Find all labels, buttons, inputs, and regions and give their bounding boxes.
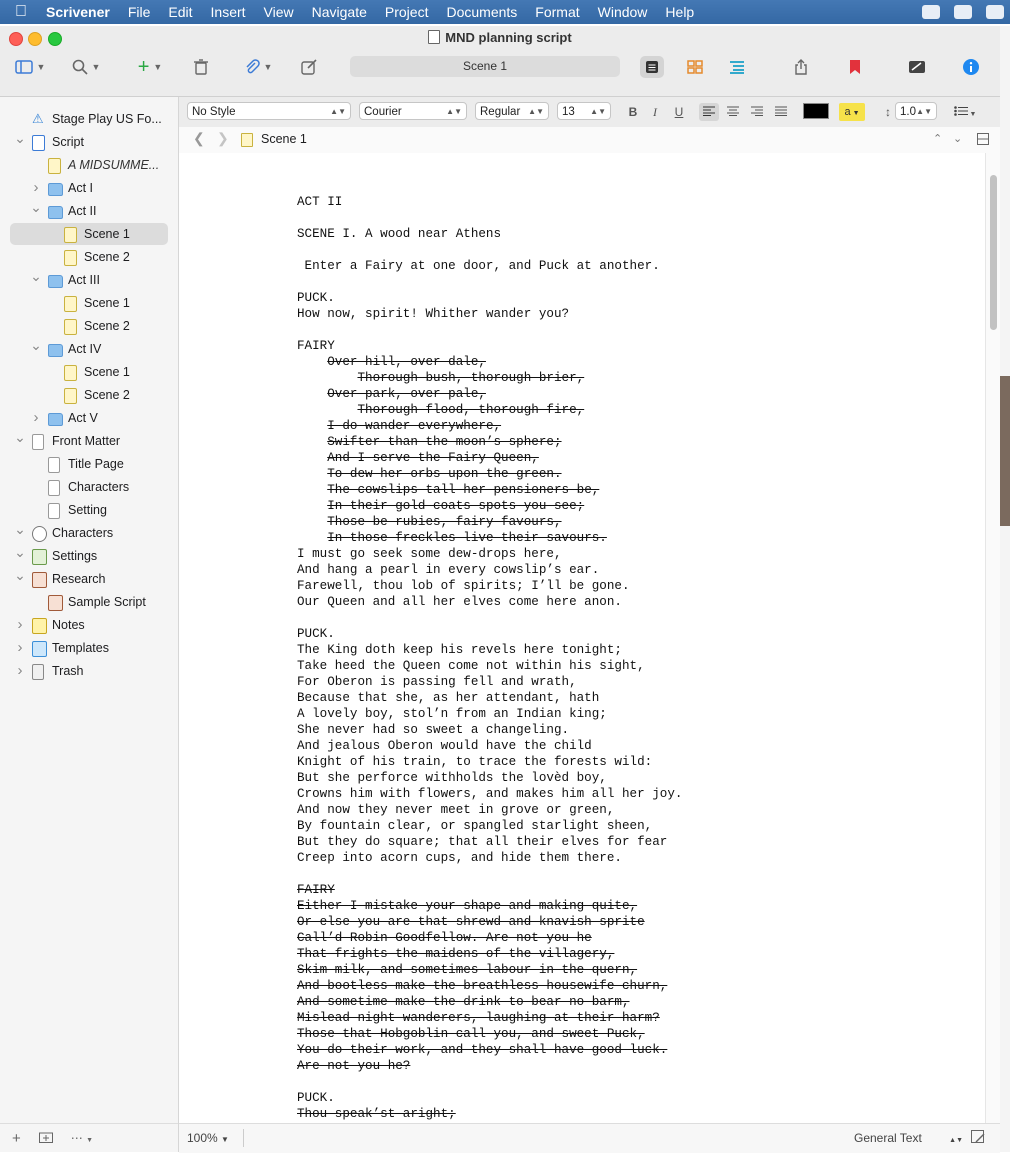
background-window-image	[1000, 376, 1010, 526]
menu-insert[interactable]: Insert	[210, 4, 246, 20]
page-icon	[48, 480, 60, 496]
share-icon	[794, 59, 808, 75]
binder-item[interactable]	[10, 499, 168, 521]
script-line	[297, 930, 682, 946]
binder-item[interactable]	[10, 476, 168, 498]
struck-text: Those be rubies, fairy favours,	[327, 515, 562, 529]
struck-text: Swifter than the moon’s sphere;	[327, 435, 562, 449]
binder-item-label: A MIDSUMME...	[68, 158, 160, 172]
script-line: But she perforce withholds the lovèd boy,	[297, 771, 607, 785]
chevron-updown-icon: ▲▼	[446, 107, 462, 116]
research-icon	[32, 572, 47, 588]
struck-text: Thou speak’st aright;	[297, 1107, 456, 1121]
binder-item[interactable]	[10, 545, 168, 567]
disclosure-open-icon[interactable]: ⌄	[14, 567, 26, 583]
binder-item-label: Trash	[52, 664, 84, 678]
binder-item-label: Templates	[52, 641, 109, 655]
align-center-icon	[727, 106, 739, 116]
binder-sidebar	[0, 97, 179, 1152]
chevron-updown-icon: ▲▼	[916, 107, 932, 116]
previous-document-icon[interactable]: ⌃	[933, 133, 943, 145]
chevron-down-icon: ▼	[967, 111, 977, 118]
font-weight-value: Regular	[480, 106, 521, 118]
menu-view[interactable]: View	[263, 4, 294, 20]
binder-item[interactable]	[10, 269, 168, 291]
script-line	[297, 402, 682, 418]
script-line: Because that she, as her attendant, hath	[297, 691, 600, 705]
scene-icon	[64, 319, 77, 335]
font-weight-select[interactable]	[475, 102, 549, 120]
binder-item-label: Characters	[68, 480, 130, 494]
binder-item-label: Scene 1	[84, 296, 130, 310]
background-window-edge	[1000, 26, 1010, 1152]
script-line: Our Queen and all her elves come here anon.	[297, 595, 622, 609]
scene-icon	[64, 250, 77, 266]
binder-item[interactable]	[10, 568, 168, 590]
zoom-value: 100%	[187, 1131, 218, 1145]
bookmarks-button[interactable]	[844, 56, 866, 78]
script-line	[297, 914, 682, 930]
script-icon	[32, 135, 45, 151]
menu-extras	[922, 0, 1010, 24]
binder-item-label: Scene 2	[84, 250, 130, 264]
struck-text: Mislead night-wanderers, laughing at their harm?	[297, 1011, 660, 1025]
script-line	[297, 274, 682, 290]
disclosure-open-icon[interactable]: ⌄	[30, 199, 42, 215]
script-text[interactable]	[297, 194, 682, 1154]
single-document-view-button[interactable]	[640, 56, 664, 78]
script-line	[297, 370, 682, 386]
binder-item-label: Scene 1	[84, 227, 130, 241]
struck-text: And bootless make the breathless housewife churn,	[297, 979, 668, 993]
disclosure-open-icon[interactable]: ⌄	[14, 429, 26, 445]
disclosure-open-icon[interactable]: ⌄	[14, 544, 26, 560]
struck-text: FAIRY	[297, 883, 335, 897]
script-line: And jealous Oberon would have the child	[297, 739, 592, 753]
struck-text: In their gold coats spots you see;	[327, 499, 585, 513]
editor-header-title[interactable]: Scene 1	[261, 132, 307, 146]
characters-icon	[32, 526, 47, 542]
font-size-value: 13	[562, 106, 575, 118]
quick-reference-button[interactable]	[298, 56, 320, 78]
outline-icon	[729, 60, 745, 74]
editor-header	[179, 127, 1000, 154]
script-line	[297, 482, 682, 498]
trash-icon	[32, 664, 44, 680]
chevron-updown-icon: ▲▼	[528, 107, 544, 116]
binder-item-label: Act I	[68, 181, 94, 195]
menu-project[interactable]: Project	[384, 4, 429, 20]
text-color-swatch	[803, 103, 829, 119]
folder-icon	[48, 206, 63, 219]
sidebar-icon	[15, 60, 33, 74]
script-line: Enter a Fairy at one door, and Puck at another.	[297, 259, 660, 273]
struck-text: Call’d Robin Goodfellow. Are not you he	[297, 931, 592, 945]
line-spacing-value: 1.0	[900, 106, 916, 118]
underline-icon: U	[674, 105, 684, 119]
forward-arrow-icon[interactable]: ❯	[217, 130, 229, 146]
page-icon	[48, 457, 60, 473]
chevron-down-icon: ▼	[850, 110, 860, 117]
folder-icon	[48, 183, 63, 196]
script-line	[297, 434, 682, 450]
script-line	[297, 962, 682, 978]
menu-navigate[interactable]: Navigate	[311, 4, 367, 20]
script-line: The King doth keep his revels here tonight;	[297, 643, 622, 657]
struck-text: That frights the maidens of the villagery,	[297, 947, 615, 961]
struck-text: Are not you he?	[297, 1059, 411, 1073]
menu-window[interactable]: Window	[597, 4, 648, 20]
composition-mode-button[interactable]	[906, 56, 928, 78]
window-title-text: MND planning script	[445, 30, 572, 45]
binder-item-label: Scene 1	[84, 365, 130, 379]
struck-text: Those that Hobgoblin call you, and sweet Puck,	[297, 1027, 645, 1041]
align-left-button[interactable]	[699, 103, 719, 121]
script-line	[297, 978, 682, 994]
disclosure-closed-icon[interactable]: ›	[17, 662, 23, 679]
binder-item[interactable]	[10, 660, 168, 682]
binder-item[interactable]	[10, 591, 168, 613]
apple-menu-icon[interactable]	[0, 3, 42, 21]
script-line	[297, 1010, 682, 1026]
menu-bar	[0, 0, 1010, 24]
binder-item-label: Act III	[68, 273, 100, 287]
folder-icon	[48, 275, 63, 288]
disclosure-closed-icon[interactable]: ›	[17, 616, 23, 633]
script-line	[297, 386, 682, 402]
chevron-updown-icon: ▲▼	[330, 107, 346, 116]
scrollbar-thumb[interactable]	[990, 175, 997, 330]
binder-item[interactable]	[10, 384, 168, 406]
script-line	[297, 354, 682, 370]
drive-status-icon[interactable]	[922, 5, 940, 19]
script-line: By fountain clear, or spangled starlight sheen,	[297, 819, 653, 833]
script-line	[297, 1058, 682, 1074]
chevron-down-icon: ▼	[263, 62, 273, 72]
delete-button[interactable]	[190, 56, 212, 78]
binder-item[interactable]	[10, 223, 168, 245]
binder-item-label: Title Page	[68, 457, 124, 471]
next-document-icon[interactable]: ⌄	[953, 133, 963, 145]
binder-item-label: Notes	[52, 618, 85, 632]
script-line	[297, 1042, 682, 1058]
plus-icon: +	[137, 55, 150, 78]
binder-item[interactable]	[10, 200, 168, 222]
view-mode-button[interactable]	[12, 56, 48, 78]
script-line	[297, 1026, 682, 1042]
script-line: PUCK.	[297, 627, 335, 641]
settings-icon	[32, 549, 47, 565]
corkboard-view-button[interactable]	[684, 56, 706, 78]
struck-text: I do wander everywhere,	[327, 419, 502, 433]
binder-item-label: Act II	[68, 204, 97, 218]
italic-button[interactable]	[647, 103, 663, 121]
disclosure-closed-icon[interactable]: ›	[33, 179, 39, 196]
binder-item-label: Act IV	[68, 342, 102, 356]
struck-text: And sometime make the drink to bear no barm,	[297, 995, 630, 1009]
script-line: PUCK.	[297, 291, 335, 305]
script-line: A lovely boy, stol’n from an Indian king;	[297, 707, 607, 721]
justify-icon	[775, 106, 787, 116]
script-line	[297, 994, 682, 1010]
document-view-icon	[645, 60, 659, 74]
underline-button[interactable]	[671, 103, 687, 121]
binder-item-label: Stage Play US Fo...	[52, 112, 162, 126]
editor-footer	[179, 1123, 1000, 1153]
struck-text: Thorough bush, thorough brier,	[357, 371, 585, 385]
struck-text: Over park, over pale,	[327, 387, 486, 401]
script-line	[297, 450, 682, 466]
attachment-button[interactable]	[240, 56, 276, 78]
binder-item[interactable]	[10, 131, 168, 153]
bold-button[interactable]	[625, 103, 641, 121]
script-line: Creep into acorn cups, and hide them there.	[297, 851, 622, 865]
chevron-down-icon: ▼	[36, 62, 46, 72]
text-type-select[interactable]	[854, 1131, 963, 1145]
cloud-status-icon[interactable]	[954, 5, 972, 19]
script-line: Knight of his train, to trace the forests wild:	[297, 755, 653, 769]
struck-text: In those freckles live their savours.	[327, 531, 607, 545]
align-right-icon	[751, 106, 763, 116]
struck-text: The cowslips tall her pensioners be,	[327, 483, 600, 497]
composition-mode-icon	[908, 60, 926, 74]
chevron-down-icon: ▼	[221, 1135, 229, 1144]
text-type-value: General Text	[854, 1131, 922, 1145]
research-icon	[48, 595, 63, 611]
struck-text: And I serve the Fairy Queen,	[327, 451, 539, 465]
app-window	[0, 26, 1000, 1152]
back-arrow-icon[interactable]: ❮	[193, 130, 205, 146]
scene-icon	[241, 133, 253, 147]
page-icon	[32, 434, 44, 450]
trash-icon	[194, 59, 208, 75]
align-right-button[interactable]	[747, 103, 767, 121]
script-line: And now they never meet in grove or green,	[297, 803, 615, 817]
script-line	[297, 946, 682, 962]
document-title-field[interactable]: Scene 1	[350, 56, 620, 77]
footer-divider	[243, 1129, 244, 1147]
add-folder-icon[interactable]	[39, 1130, 53, 1147]
style-select-value: No Style	[192, 106, 236, 118]
binder-item-label: Settings	[52, 549, 98, 563]
binder-item-label: Characters	[52, 526, 114, 540]
chevron-updown-icon: ▲▼	[590, 107, 606, 116]
script-line: PUCK.	[297, 1091, 335, 1105]
binder-item-label: Front Matter	[52, 434, 121, 448]
folder-icon	[48, 413, 63, 426]
paperclip-icon	[244, 59, 260, 75]
struck-text: Either I mistake your shape and making quite,	[297, 899, 638, 913]
justify-button[interactable]	[771, 103, 791, 121]
binder-item[interactable]	[10, 292, 168, 314]
chevron-updown-icon: ▲▼	[949, 1137, 964, 1144]
disclosure-open-icon[interactable]: ⌄	[14, 130, 26, 146]
menu-help[interactable]: Help	[665, 4, 695, 20]
scene-icon	[64, 296, 77, 312]
editor-scrollbar[interactable]	[985, 153, 1001, 1123]
script-line	[297, 466, 682, 482]
binder-item-label: Scene 2	[84, 388, 130, 402]
search-button[interactable]	[68, 56, 104, 78]
font-size-select[interactable]	[557, 102, 611, 120]
binder-footer	[0, 1123, 178, 1152]
binder-item-label: Script	[52, 135, 84, 149]
notes-icon	[32, 618, 47, 634]
binder-item[interactable]	[10, 453, 168, 475]
binder-item[interactable]	[10, 338, 168, 360]
binder-item[interactable]	[10, 407, 168, 429]
chevron-down-icon: ▼	[153, 62, 163, 72]
binder-item-label: Scene 2	[84, 319, 130, 333]
inspector-button[interactable]	[960, 56, 982, 78]
split-editor-icon[interactable]	[977, 132, 989, 148]
struck-text: Over hill, over dale,	[327, 355, 486, 369]
script-line: ACT II	[297, 195, 343, 209]
highlight-label: a	[844, 106, 851, 118]
binder-item-label: Sample Script	[68, 595, 146, 609]
line-spacing-select[interactable]	[895, 102, 937, 120]
window-title	[0, 30, 1000, 45]
share-button[interactable]	[790, 56, 812, 78]
script-format-icon[interactable]	[971, 1130, 985, 1147]
info-icon	[962, 58, 980, 76]
script-line: Farewell, thou lob of spirits; I’ll be gone.	[297, 579, 630, 593]
script-line	[297, 498, 682, 514]
script-line: SCENE I. A wood near Athens	[297, 227, 502, 241]
compose-icon	[301, 59, 317, 75]
script-line: And hang a pearl in every cowslip’s ear.	[297, 563, 600, 577]
binder-item-label: Research	[52, 572, 106, 586]
script-line	[297, 242, 682, 258]
disclosure-open-icon[interactable]: ⌄	[30, 337, 42, 353]
menu-format[interactable]: Format	[535, 4, 580, 20]
script-line	[297, 322, 682, 338]
menu-file[interactable]: File	[127, 4, 151, 20]
font-family-value: Courier	[364, 106, 402, 118]
script-line: For Oberon is passing fell and wrath,	[297, 675, 577, 689]
scene-icon	[64, 388, 77, 404]
binder-item[interactable]	[10, 361, 168, 383]
script-line: But they do square; that all their elves for fear	[297, 835, 668, 849]
disclosure-open-icon[interactable]: ⌄	[30, 268, 42, 284]
struck-text: You do their work, and they shall have good luck.	[297, 1043, 668, 1057]
binder-item[interactable]	[10, 154, 168, 176]
list-style-button[interactable]	[949, 103, 981, 121]
struck-text: Skim milk, and sometimes labour in the quern,	[297, 963, 638, 977]
menu-app[interactable]: Scrivener	[46, 4, 110, 20]
font-family-select[interactable]	[359, 102, 467, 120]
align-center-button[interactable]	[723, 103, 743, 121]
script-line	[297, 1106, 682, 1122]
zoom-select[interactable]	[187, 1131, 229, 1145]
script-editor[interactable]	[179, 153, 985, 1123]
binder-item[interactable]	[10, 108, 168, 130]
script-line	[297, 1074, 682, 1090]
outliner-view-button[interactable]	[726, 56, 748, 78]
disclosure-open-icon[interactable]: ⌄	[14, 521, 26, 537]
script-line: FAIRY	[297, 339, 335, 353]
italic-icon: I	[653, 105, 657, 119]
struck-text: Thorough flood, thorough fire,	[357, 403, 585, 417]
folder-icon	[48, 344, 63, 357]
text-color-button[interactable]	[803, 103, 829, 121]
menu-documents[interactable]: Documents	[446, 4, 518, 20]
scene-icon	[64, 227, 77, 243]
script-line: She never had so sweet a changeling.	[297, 723, 570, 737]
script-line	[297, 882, 682, 898]
disclosure-closed-icon[interactable]: ›	[17, 639, 23, 656]
add-button[interactable]	[132, 56, 168, 78]
bookmark-icon	[849, 59, 861, 75]
more-options-icon[interactable]: ⋯ ▼	[70, 1131, 94, 1145]
script-line	[297, 898, 682, 914]
line-spacing-icon: ↕	[885, 105, 891, 119]
scene-icon	[64, 365, 77, 381]
title-toolbar	[0, 26, 1000, 97]
script-line: Take heed the Queen come not within his sight,	[297, 659, 645, 673]
templates-icon	[32, 641, 47, 657]
page-icon	[48, 503, 60, 519]
disclosure-closed-icon[interactable]: ›	[33, 409, 39, 426]
menu-edit[interactable]: Edit	[168, 4, 193, 20]
binder-item[interactable]	[10, 637, 168, 659]
document-icon	[428, 30, 440, 44]
script-line	[297, 530, 682, 546]
binder-item[interactable]	[10, 430, 168, 452]
binder-item-label: Act V	[68, 411, 98, 425]
binder-item[interactable]	[10, 614, 168, 636]
highlight-color-button[interactable]	[839, 103, 865, 121]
chevron-down-icon: ▼	[91, 62, 101, 72]
dropbox-status-icon[interactable]	[986, 5, 1004, 19]
script-line	[297, 514, 682, 530]
script-line	[297, 610, 682, 626]
script-line: I must go seek some dew-drops here,	[297, 547, 562, 561]
struck-text: Or else you are that shrewd and knavish sprite	[297, 915, 645, 929]
script-line: Crowns him with flowers, and makes him all her joy.	[297, 787, 683, 801]
script-line	[297, 210, 682, 226]
bold-icon: B	[628, 105, 638, 119]
corkboard-icon	[687, 60, 703, 74]
struck-text: To dew her orbs upon the green.	[327, 467, 562, 481]
format-bar	[179, 97, 1000, 128]
binder-item[interactable]	[10, 522, 168, 544]
scene-icon	[48, 158, 61, 174]
script-line	[297, 866, 682, 882]
script-line: How now, spirit! Whither wander you?	[297, 307, 570, 321]
list-icon	[954, 106, 968, 116]
style-select[interactable]	[187, 102, 351, 120]
warning-icon: ⚠	[32, 111, 44, 126]
add-icon[interactable]: +	[12, 1129, 21, 1147]
search-icon	[72, 59, 88, 75]
align-left-icon	[703, 106, 715, 116]
binder-item-label: Setting	[68, 503, 107, 517]
script-line	[297, 418, 682, 434]
